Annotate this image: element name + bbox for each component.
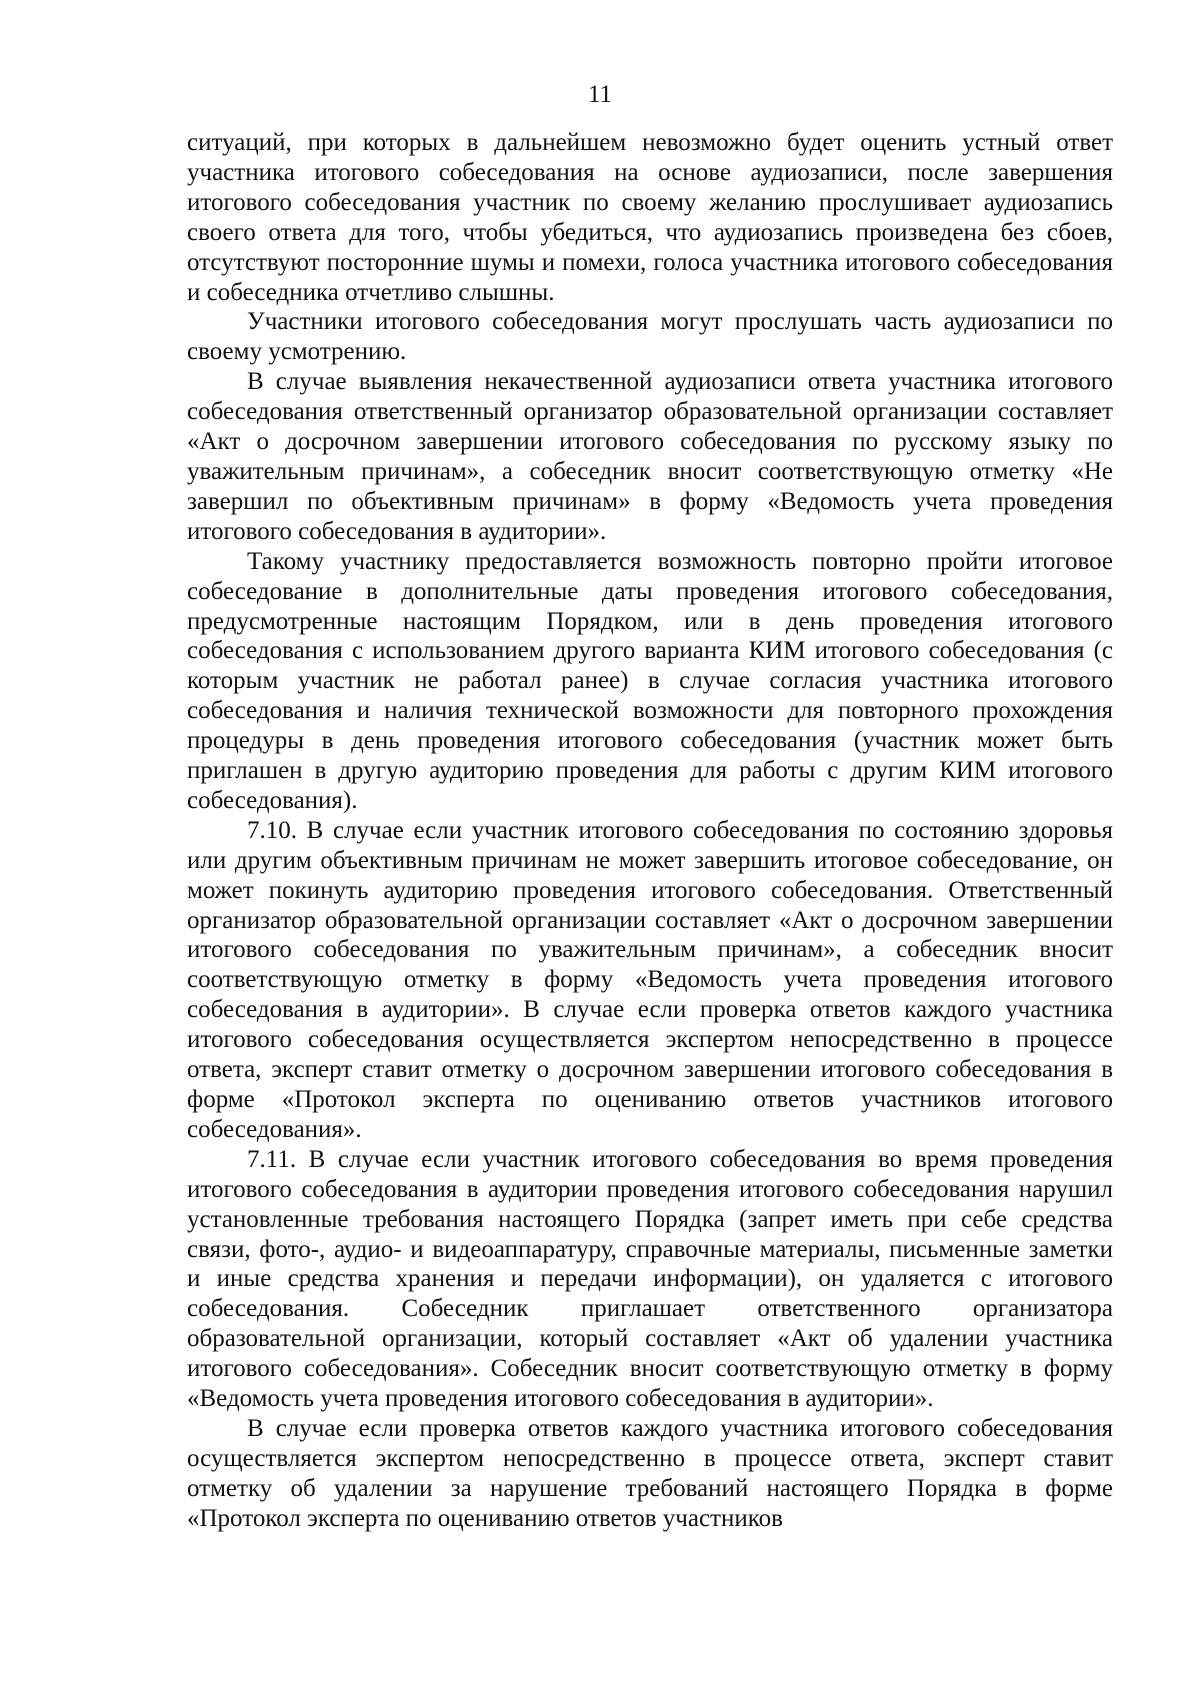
paragraph-retake: Такому участнику предоставляется возможность повторно пройти итоговое собеседование в дополнительные даты проведения итогового собеседования, предусмотренные настоящим Порядком, или в день проведения итогового собеседования с использованием другого варианта КИМ итогового собеседования (с которым участник не работал ранее) в случае согласия участника итогового собеседования и наличия технической возможности для повторного прохождения процедуры в день проведения итогового собеседования (участник может быть приглашен в другую аудиторию проведения для работы с другим КИМ итогового собеседования). (187, 547, 1113, 814)
paragraph-audio-check: ситуаций, при которых в дальнейшем невозможно будет оценить устный ответ участника итогового собеседования на основе аудиозаписи, после завершения итогового собеседования участник по своему желанию прослушивает аудиозапись своего ответа для того, чтобы убедиться, что аудиозапись произведена без сбоев, отсутствуют посторонние шумы и помехи, голоса участника итогового собеседования и собеседника отчетливо слышны. (187, 129, 1113, 306)
document-body (187, 128, 1113, 1534)
paragraph-7-10: 7.10. В случае если участник итогового собеседования по состоянию здоровья или другим объективным причинам не может завершить итоговое собеседование, он может покинуть аудиторию проведения итогового собеседования. Ответственный организатор образовательной организации составляет «Акт о досрочном завершении итогового собеседования по уважительным причинам», а собеседник вносит соответствующую отметку в форму «Ведомость учета проведения итогового собеседования в аудитории». В случае если проверка ответов каждого участника итогового собеседования осуществляется экспертом непосредственно в процессе ответа, эксперт ставит отметку о досрочном завершении итогового собеседования в форме «Протокол эксперта по оцениванию ответов участников итогового собеседования». (187, 816, 1113, 1143)
paragraph-7-11: 7.11. В случае если участник итогового собеседования во время проведения итогового собеседования в аудитории проведения итогового собеседования нарушил установленные требования настоящего Порядка (запрет иметь при себе средства связи, фото-, аудио- и видеоаппаратуру, справочные материалы, письменные заметки и иные средства хранения и передачи информации), он удаляется с итогового собеседования. Собеседник приглашает ответственного организатора образовательной организации, который составляет «Акт об удалении участника итогового собеседования». Собеседник вносит соответствующую отметку в форму «Ведомость учета проведения итогового собеседования в аудитории». (187, 1145, 1113, 1413)
paragraph-poor-recording: В случае выявления некачественной аудиозаписи ответа участника итогового собеседования ответственный организатор образовательной организации составляет «Акт о досрочном завершении итогового собеседования по русскому языку по уважительным причинам», а собеседник вносит соответствующую отметку «Не завершил по объективным причинам» в форму «Ведомость учета проведения итогового собеседования в аудитории». (187, 368, 1113, 545)
paragraph-listen-part: Участники итогового собеседования могут прослушать часть аудиозаписи по своему усмотрению. (187, 308, 1113, 366)
paragraph-expert-removal: В случае если проверка ответов каждого участника итогового собеседования осуществляется экспертом непосредственно в процессе ответа, эксперт ставит отметку об удалении за нарушение требований настоящего Порядка в форме «Протокол эксперта по оцениванию ответов участников (187, 1414, 1113, 1532)
page-number: 11 (587, 81, 613, 108)
